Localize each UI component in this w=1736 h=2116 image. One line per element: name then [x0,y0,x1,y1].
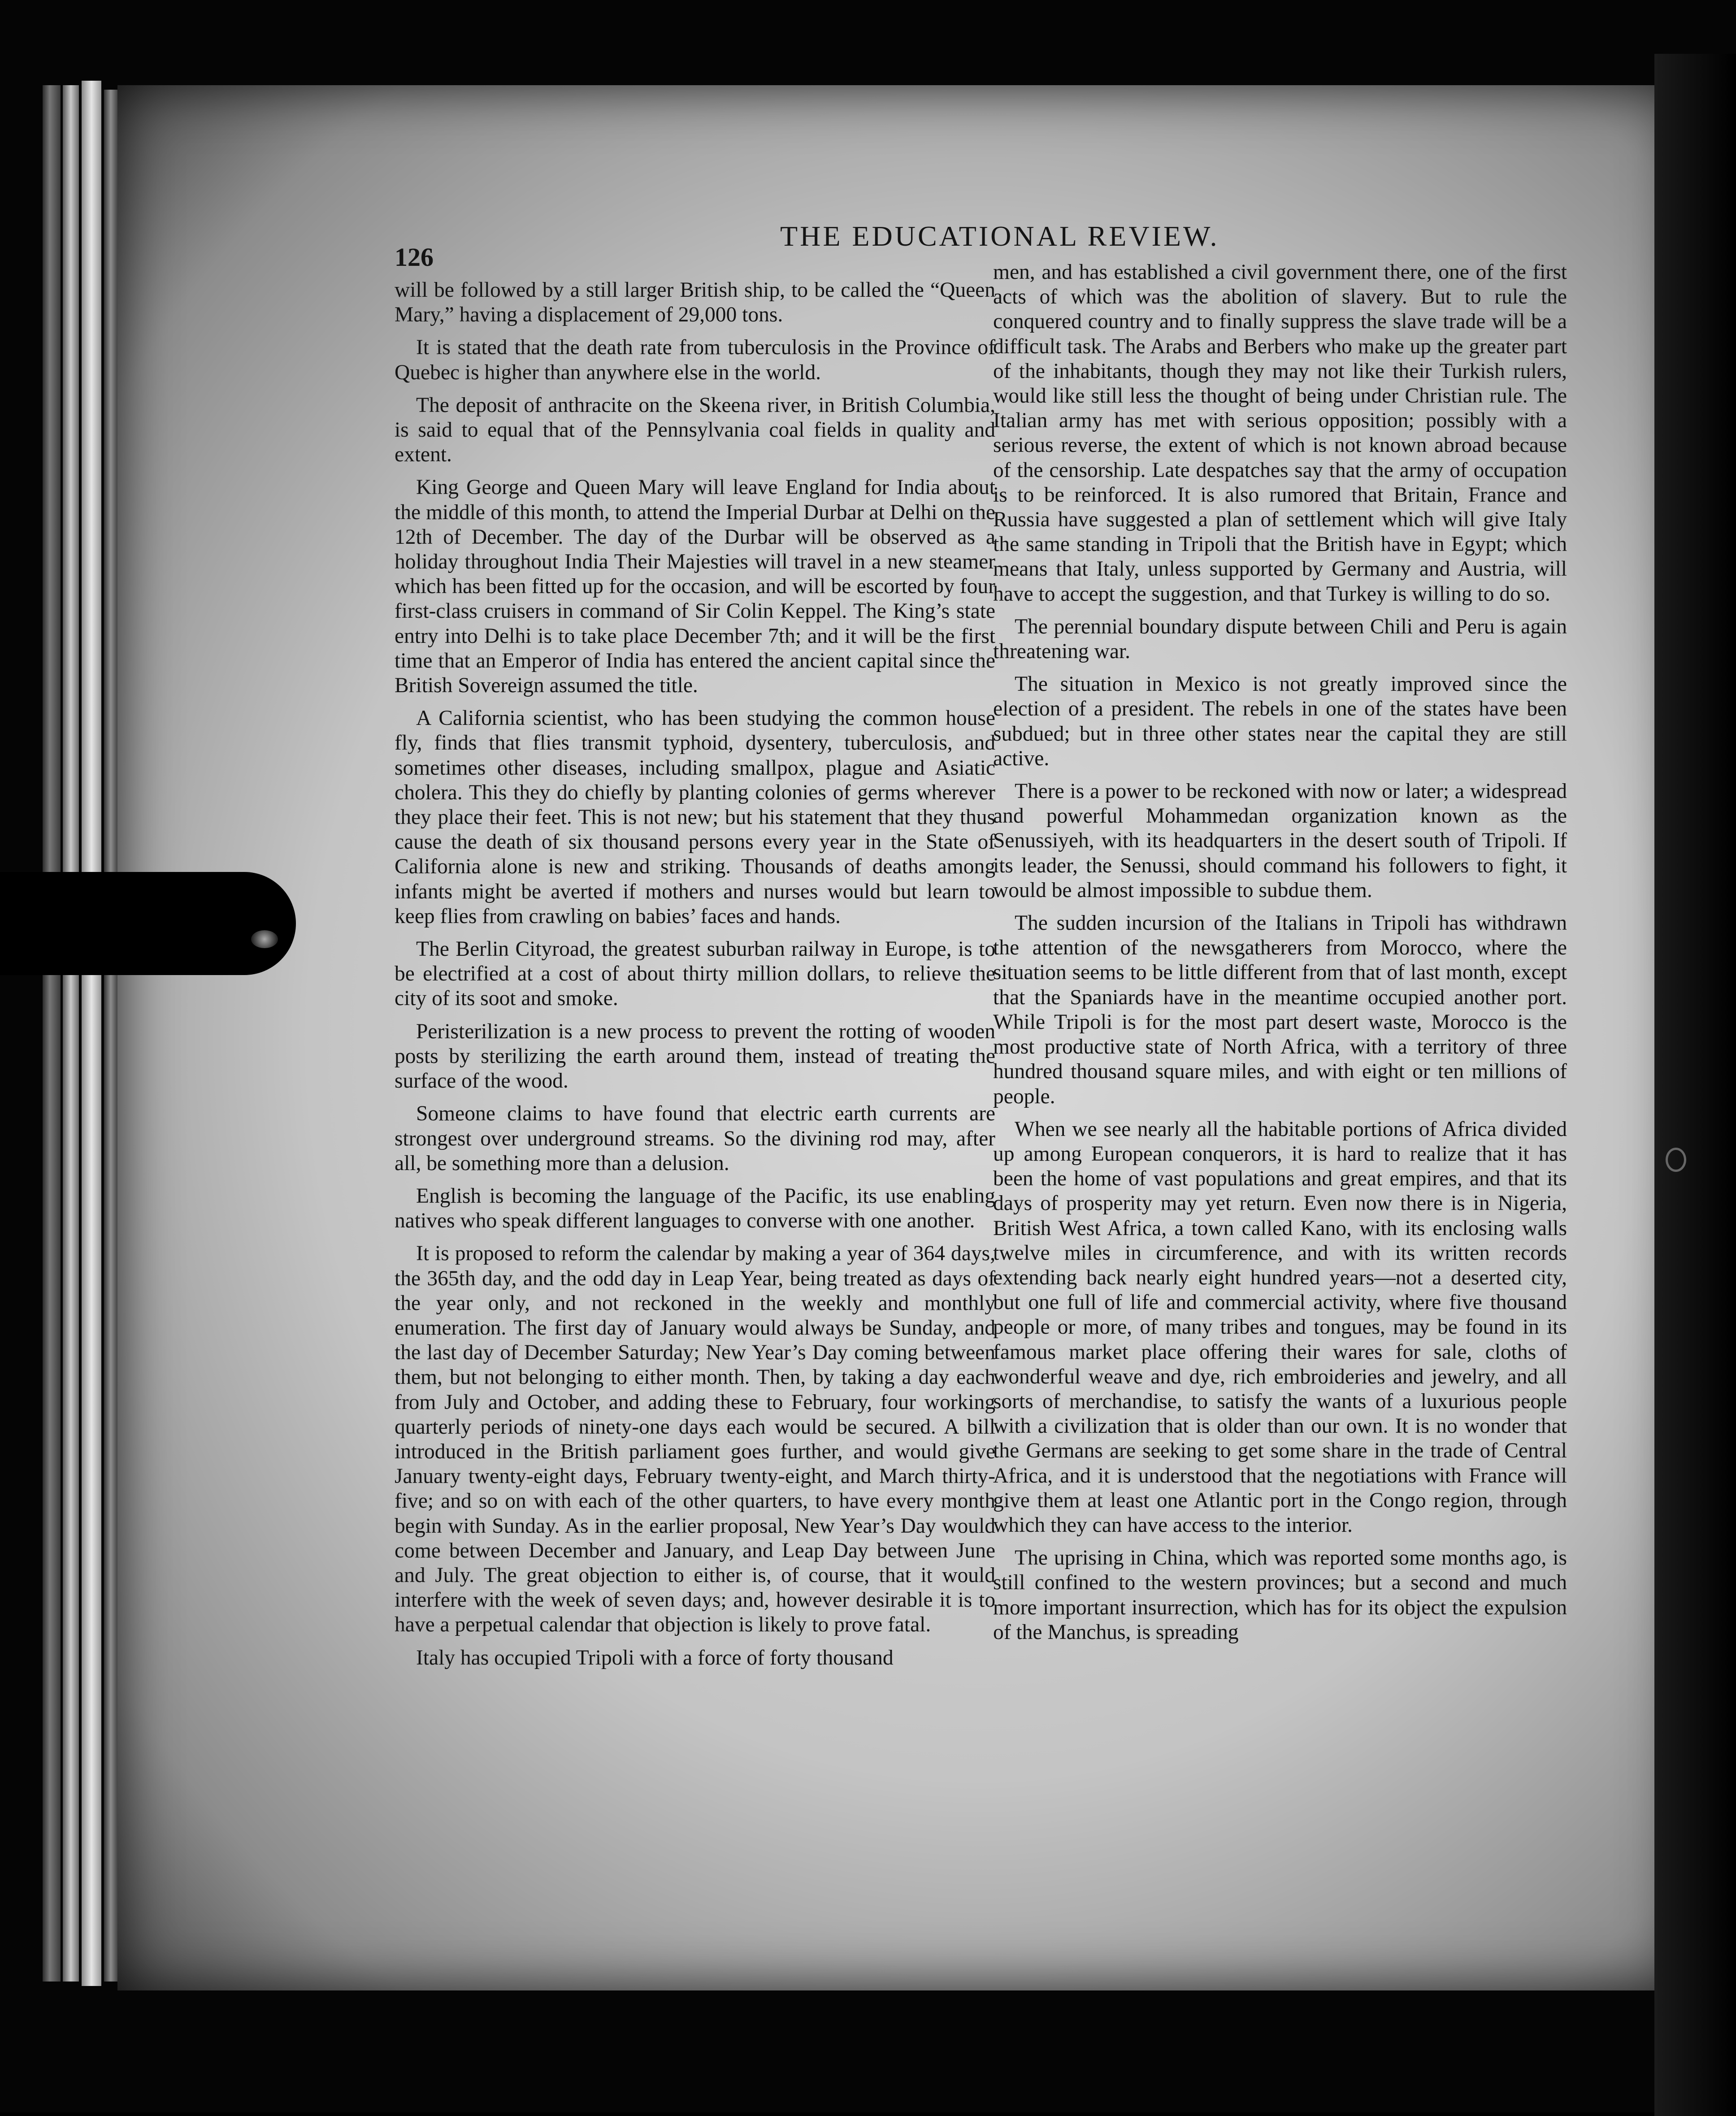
paragraph: The sudden incursion of the Italians in Tripoli has withdrawn the attention of the newsgatherers from Morocco, where the situation seems to be little different from that of last month, except that the Spaniards have in the meantime occupied another port. While Tripoli is for the most part desert waste, Morocco is the most productive state of North Africa, with a territory of three hundred thousand square miles, and with eight or ten millions of people. [993,911,1567,1108]
paragraph: There is a power to be reckoned with now or later; a widespread and powerful Mohammedan organization known as the Senussiyeh, with its headquarters in the desert south of Tripoli. If its leader, the Senussi, should command his followers to fight, it would be almost impossible to subdue them. [993,780,1567,902]
scan-margin [1654,54,1736,2116]
running-head-title: THE EDUCATIONAL REVIEW. [780,220,1220,252]
paragraph: The perennial boundary dispute between Chili and Peru is again threatening war. [993,615,1567,663]
punch-hole [1666,1148,1686,1172]
paragraph: It is proposed to reform the calendar by making a year of 364 days, the 365th day, and the odd day in Leap Year, being treated as days of the year only, and not reckoned in the weekly and monthly enumeration. The first day of January would always be Sunday, and the last day of December Saturday; New Year’s Day coming between them, but not belonging to either month. Then, by taking a day each from July and October, and adding these to February, four working quarterly periods of ninety-one days each would be secured. A bill introduced in the British parliament goes further, and would give January twenty-eight days, February twenty-eight, and March thirty-five; and so on with each of the other quarters, to have every month begin with Sunday. As in the earlier proposal, New Year’s Day would come between December and January, and Leap Day between June and July. The great objection to either is, of course, that it would interfere with the week of seven days; and, however desirable it is to have a perpetual calendar that objection is likely to prove fatal. [395,1242,995,1637]
paragraph: A California scientist, who has been studying the common house fly, finds that flies transmit typhoid, dysentery, tuberculosis, and sometimes other diseases, including smallpox, plague and Asiatic cholera. This they do chiefly by planting colonies of germs wherever they place their feet. This is not new; but his statement that they thus cause the death of six thousand persons every year in the State of California alone is new and striking. Thousands of deaths among infants might be averted if mothers and nurses would but learn to keep flies from crawling on babies’ faces and hands. [395,707,995,928]
paragraph: King George and Queen Mary will leave England for India about the middle of this month, to attend the Imperial Durbar at Delhi on the 12th of December. The day of the Durbar will be observed as a holiday throughout India Their Majesties will travel in a new steamer which has been fitted up for the occasion, and will be escorted by four first-class cruisers in command of Sir Colin Keppel. The King’s state entry into Delhi is to take place December 7th; and it will be the first time that an Emperor of India has entered the ancient capital since the British Sovereign assumed the title. [395,476,995,698]
paragraph: The situation in Mexico is not greatly improved since the election of a president. The rebels in one of the states have been subdued; but in three other states near the capital they are still active. [993,672,1567,770]
page-clip-highlight [251,930,278,948]
paragraph: men, and has established a civil government there, one of the first acts of which was the abolition of slavery. But to rule the conquered country and to finally suppress the slave trade will be a difficult task. The Arabs and Berbers who make up the greater part of the inhabitants, though they may not like their Turkish rulers, would like still less the thought of being under Christian rule. The Italian army has met with serious opposition; possibly with a serious reverse, the extent of which is not known abroad because of the censorship. Late despatches say that the army of occupation is to be reinforced. It is also rumored that Britain, France and Russia have suggested a plan of settlement which will give Italy the same standing in Tripoli that the British have in Egypt; which means that Italy, unless supported by Germany and Austria, will have to accept the suggestion, and that Turkey is willing to do so. [993,260,1567,606]
paragraph: The Berlin Cityroad, the greatest suburban railway in Europe, is to be electrified at a cost of about thirty million dollars, to relieve the city of its soot and smoke. [395,937,995,1010]
page-edge [63,85,79,1982]
page-edge [43,85,61,1982]
page-clip [0,872,296,975]
page-number: 126 [395,243,434,272]
paragraph: English is becoming the language of the Pacific, its use enabling natives who speak different languages to converse with one another. [395,1184,995,1233]
paragraph: When we see nearly all the habitable portions of Africa divided up among European conquerors, it is hard to realize that it has been the home of vast populations and great empires, and that its days of prosperity may yet return. Even now there is in Nigeria, British West Africa, a town called Kano, with its enclosing walls twelve miles in circumference, and with its written records extending back nearly eight hundred years—not a deserted city, but one full of life and commercial activity, where five thousand people or more, of many tribes and tongues, may be found in its famous market place offering their wares for sale, cloths of wonderful weave and dye, rich embroideries and jewelry, and all sorts of merchandise, to satisfy the wants of a luxurious people with a civilization that is older than our own. It is no wonder that the Germans are seeking to get some share in the trade of Central Africa, and it is understood that the negotiations with France will give them at least one Atlantic port in the Congo region, through which they can have access to the interior. [993,1117,1567,1537]
paragraph: It is stated that the death rate from tuberculosis in the Province of Quebec is higher than anywhere else in the world. [395,336,995,384]
paragraph: The deposit of anthracite on the Skeena river, in British Columbia, is said to equal that of the Pennsylvania coal fields in quality and extent. [395,393,995,467]
page-edge [104,90,117,1982]
paragraph: The uprising in China, which was reported some months ago, is still confined to the western provinces; but a second and much more important insurrection, which has for its object the expulsion of the Manchus, is spreading [993,1546,1567,1644]
paragraph: will be followed by a still larger British ship, to be called the “Queen Mary,” having a displacement of 29,000 tons. [395,278,995,327]
left-column [395,278,995,1678]
paragraph: Someone claims to have found that electric earth currents are strongest over underground streams. So the divining rod may, after all, be something more than a delusion. [395,1102,995,1175]
page-edge [82,81,101,1986]
right-column [993,260,1567,1653]
paragraph: Peristerilization is a new process to prevent the rotting of wooden posts by sterilizing the earth around them, instead of treating the surface of the wood. [395,1019,995,1093]
paragraph: Italy has occupied Tripoli with a force of forty thousand [416,1646,894,1669]
